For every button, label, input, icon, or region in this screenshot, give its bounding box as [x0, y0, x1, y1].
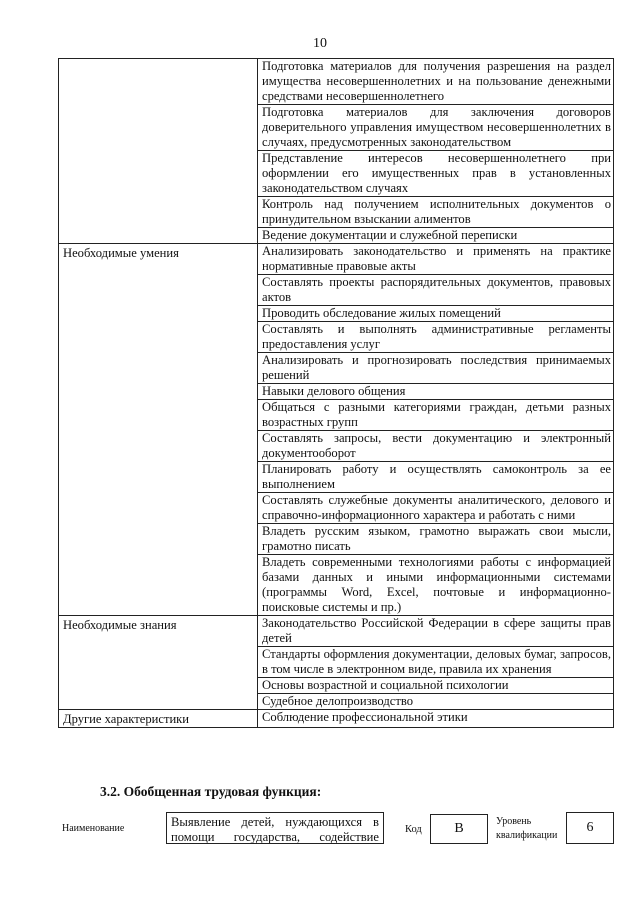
table-row: [59, 244, 614, 275]
skills-item: Составлять проекты распорядительных документов, правовых актов: [258, 275, 614, 306]
other-label: Другие характеристики: [59, 710, 258, 728]
code-label: Код: [405, 824, 422, 835]
table-row: [59, 616, 614, 647]
skills-item: Планировать работу и осуществлять самоконтроль за ее выполнением: [258, 462, 614, 493]
knowledge-item: Законодательство Российской Федерации в сфере защиты прав детей: [258, 616, 614, 647]
skills-item: Владеть современными технологиями работы с информацией базами данных и иными информационными системами (программы Word, Excel, почтовые и информационно-поисковые системы и пр.): [258, 555, 614, 616]
continued-item: Контроль над получением исполнительных документов о принудительном взыскании алиментов: [258, 197, 614, 228]
competency-table: [58, 58, 614, 728]
knowledge-item: Судебное делопроизводство: [258, 694, 614, 710]
knowledge-label: Необходимые знания: [59, 616, 258, 710]
skills-item: Владеть русским языком, грамотно выражать свои мысли, грамотно писать: [258, 524, 614, 555]
continued-item: Подготовка материалов для заключения договоров доверительного управления имуществом несовершеннолетних в случаях, предусмотренных законодательством: [258, 105, 614, 151]
knowledge-item: Основы возрастной и социальной психологии: [258, 678, 614, 694]
skills-item: Анализировать и прогнозировать последствия принимаемых решений: [258, 353, 614, 384]
level-label: Уровень квалификации: [496, 816, 558, 841]
skills-item: Составлять служебные документы аналитического, делового и справочно-информационного характера и работать с ними: [258, 493, 614, 524]
skills-label: Необходимые умения: [59, 244, 258, 616]
skills-item: Навыки делового общения: [258, 384, 614, 400]
continued-label: [59, 59, 258, 244]
skills-item: Общаться с разными категориями граждан, детьми разных возрастных групп: [258, 400, 614, 431]
continued-item: Подготовка материалов для получения разрешения на раздел имущества несовершеннолетних и на пользование денежными средствами несовершеннолетнего: [258, 59, 614, 105]
skills-item: Анализировать законодательство и применять на практике нормативные правовые акты: [258, 244, 614, 275]
table-row: [59, 710, 614, 728]
code-value: B: [430, 814, 488, 844]
name-label: Наименование: [62, 823, 125, 834]
skills-item: Составлять и выполнять административные регламенты предоставления услуг: [258, 322, 614, 353]
table-row: [59, 59, 614, 105]
other-item: Соблюдение профессиональной этики: [258, 710, 614, 728]
continued-item: Представление интересов несовершеннолетнего при оформлении его имущественных прав в установленных законодательством случаях: [258, 151, 614, 197]
name-value: Выявление детей, нуждающихся в помощи государства, содействие: [166, 812, 384, 844]
level-value: 6: [566, 812, 614, 844]
skills-item: Составлять запросы, вести документацию и электронный документооборот: [258, 431, 614, 462]
knowledge-item: Стандарты оформления документации, деловых бумаг, запросов, в том числе в электронном виде, правила их хранения: [258, 647, 614, 678]
page-number: 10: [313, 36, 327, 51]
continued-item: Ведение документации и служебной переписки: [258, 228, 614, 244]
skills-item: Проводить обследование жилых помещений: [258, 306, 614, 322]
section-title: 3.2. Обобщенная трудовая функция:: [100, 784, 322, 799]
